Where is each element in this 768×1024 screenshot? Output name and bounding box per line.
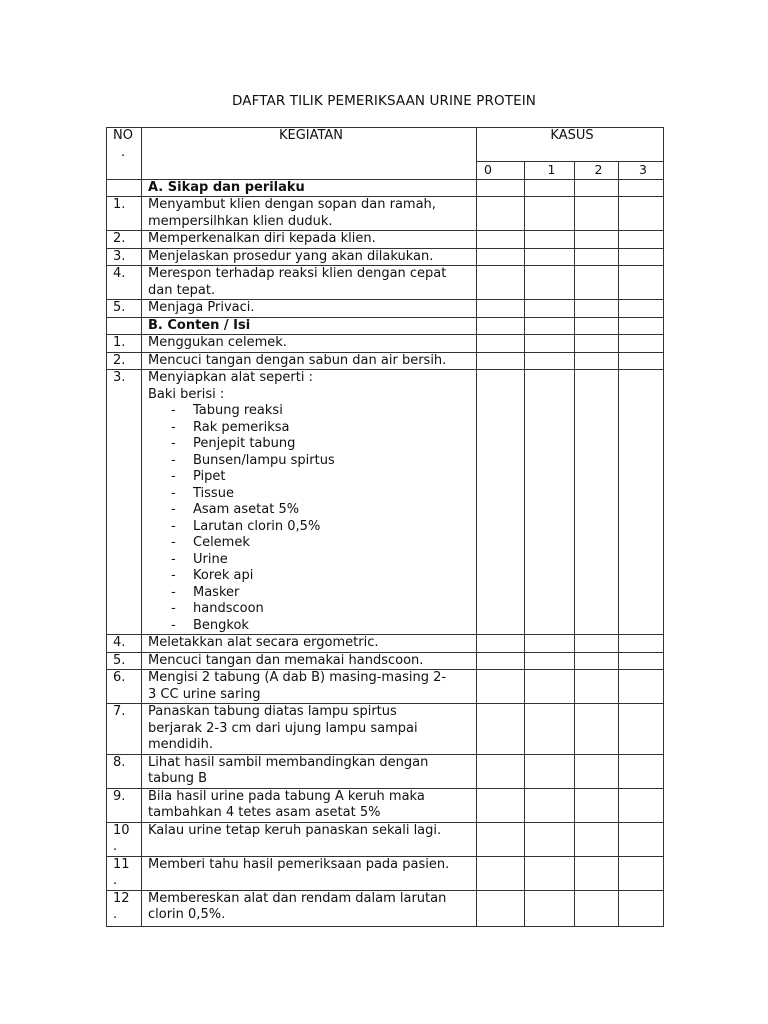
row-number: 5. — [107, 652, 142, 670]
list-item: - Asam asetat 5% — [171, 502, 300, 517]
check-cell[interactable] — [575, 704, 619, 755]
check-cell[interactable] — [525, 704, 575, 755]
check-cell[interactable] — [477, 670, 525, 704]
check-cell[interactable] — [525, 652, 575, 670]
list-item: - Korek api — [171, 568, 254, 583]
section-b-title: B. Conten / Isi — [142, 317, 477, 335]
check-cell[interactable] — [477, 335, 525, 353]
row-activity: Merespon terhadap reaksi klien dengan cepat dan tepat. — [142, 266, 477, 300]
check-cell[interactable] — [525, 856, 575, 890]
check-cell[interactable] — [619, 754, 664, 788]
header-kegiatan: KEGIATAN — [142, 128, 477, 180]
table-row — [107, 856, 664, 890]
check-cell[interactable] — [575, 635, 619, 653]
list-item: - handscoon — [171, 601, 264, 616]
list-item: - Bengkok — [171, 617, 249, 633]
check-cell[interactable] — [575, 890, 619, 926]
row-number: 12 . — [107, 890, 142, 926]
check-cell[interactable] — [619, 300, 664, 318]
list-item: - Rak pemeriksa — [171, 419, 290, 435]
table-row — [107, 197, 664, 231]
check-cell[interactable] — [619, 652, 664, 670]
row-number: 7. — [107, 704, 142, 755]
table-row — [107, 754, 664, 788]
table-row — [107, 670, 664, 704]
section-b-header — [107, 317, 664, 335]
check-cell[interactable] — [477, 352, 525, 370]
header-row — [107, 128, 664, 162]
table-row — [107, 300, 664, 318]
check-cell[interactable] — [525, 335, 575, 353]
check-cell[interactable] — [477, 856, 525, 890]
row-number: 11 . — [107, 856, 142, 890]
check-cell[interactable] — [525, 231, 575, 249]
row-number: 9. — [107, 788, 142, 822]
check-cell[interactable] — [619, 197, 664, 231]
row-number: 2. — [107, 231, 142, 249]
check-cell[interactable] — [525, 300, 575, 318]
table-row — [107, 248, 664, 266]
check-cell[interactable] — [525, 197, 575, 231]
row-number: 6. — [107, 670, 142, 704]
check-cell[interactable] — [525, 352, 575, 370]
header-no: NO . — [107, 128, 142, 180]
check-cell[interactable] — [619, 856, 664, 890]
check-cell[interactable] — [477, 266, 525, 300]
row-number: 3. — [107, 370, 142, 635]
check-cell[interactable] — [477, 317, 525, 335]
row-number: 4. — [107, 635, 142, 653]
check-cell[interactable] — [619, 231, 664, 249]
check-cell[interactable] — [575, 317, 619, 335]
table-row — [107, 335, 664, 353]
table-row — [107, 635, 664, 653]
check-cell[interactable] — [575, 652, 619, 670]
row-activity: Mencuci tangan dan memakai handscoon. — [142, 652, 477, 670]
table-row — [107, 704, 664, 755]
row-activity: Panaskan tabung diatas lampu spirtus berjarak 2-3 cm dari ujung lampu sampai mendidih. — [142, 704, 477, 755]
check-cell[interactable] — [477, 300, 525, 318]
kasus-col-1: 1 — [525, 162, 575, 180]
check-cell[interactable] — [619, 788, 664, 822]
check-cell[interactable] — [575, 179, 619, 197]
row-activity: Mencuci tangan dengan sabun dan air bersih. — [142, 352, 477, 370]
section-a-title: A. Sikap dan perilaku — [142, 179, 477, 197]
checklist-table — [106, 127, 664, 927]
check-cell[interactable] — [477, 370, 525, 635]
check-cell[interactable] — [477, 179, 525, 197]
check-cell[interactable] — [525, 248, 575, 266]
check-cell[interactable] — [575, 231, 619, 249]
check-cell[interactable] — [575, 352, 619, 370]
check-cell[interactable] — [477, 704, 525, 755]
row-number: 2. — [107, 352, 142, 370]
row-activity: Kalau urine tetap keruh panaskan sekali lagi. — [142, 822, 477, 856]
list-item: - Penjepit tabung — [171, 436, 296, 451]
equipment-list — [148, 403, 474, 634]
kasus-col-2: 2 — [575, 162, 619, 180]
row-activity: Meletakkan alat secara ergometric. — [142, 635, 477, 653]
table-row — [107, 231, 664, 249]
check-cell[interactable] — [619, 317, 664, 335]
check-cell[interactable] — [575, 266, 619, 300]
check-cell[interactable] — [525, 635, 575, 653]
table-row — [107, 822, 664, 856]
table-row — [107, 788, 664, 822]
row-activity: Menggukan celemek. — [142, 335, 477, 353]
check-cell[interactable] — [575, 370, 619, 635]
check-cell[interactable] — [575, 754, 619, 788]
table-row — [107, 890, 664, 926]
check-cell[interactable] — [525, 179, 575, 197]
row-activity: Mengisi 2 tabung (A dab B) masing-masing 2- 3 CC urine saring — [142, 670, 477, 704]
check-cell[interactable] — [575, 300, 619, 318]
row-activity: Menyiapkan alat seperti : Baki berisi : - Tabung reaksi - Rak pemeriksa - Penjepit tabung - Bunsen/lampu spirtus - Pipet - Tissue - Asam asetat 5% - Larutan clorin 0,5% - Celemek - Urine - Korek api - Masker - handscoon - Bengkok — [142, 370, 477, 635]
check-cell[interactable] — [525, 266, 575, 300]
list-item: - Larutan clorin 0,5% — [171, 518, 321, 534]
check-cell[interactable] — [477, 231, 525, 249]
check-cell[interactable] — [619, 890, 664, 926]
list-item: - Celemek — [171, 535, 250, 550]
check-cell[interactable] — [525, 317, 575, 335]
check-cell[interactable] — [525, 670, 575, 704]
table-row — [107, 370, 664, 635]
check-cell[interactable] — [619, 704, 664, 755]
check-cell[interactable] — [477, 754, 525, 788]
check-cell[interactable] — [619, 370, 664, 635]
row-number: 10 . — [107, 822, 142, 856]
check-cell[interactable] — [619, 635, 664, 653]
row-activity: Menjelaskan prosedur yang akan dilakukan. — [142, 248, 477, 266]
list-item: - Masker — [171, 584, 240, 600]
row-activity: Memberi tahu hasil pemeriksaan pada pasien. — [142, 856, 477, 890]
row-activity: Membereskan alat dan rendam dalam larutan clorin 0,5%. — [142, 890, 477, 926]
check-cell[interactable] — [575, 788, 619, 822]
kasus-col-0: 0 — [477, 162, 525, 180]
check-cell[interactable] — [619, 179, 664, 197]
row-number: 5. — [107, 300, 142, 318]
row-activity: Menjaga Privaci. — [142, 300, 477, 318]
row-activity: Menyambut klien dengan sopan dan ramah, mempersilhkan klien duduk. — [142, 197, 477, 231]
check-cell[interactable] — [525, 370, 575, 635]
list-item: - Tabung reaksi — [171, 403, 283, 418]
check-cell[interactable] — [619, 335, 664, 353]
check-cell[interactable] — [477, 248, 525, 266]
header-kasus: KASUS — [477, 128, 664, 162]
check-cell[interactable] — [619, 670, 664, 704]
check-cell[interactable] — [477, 197, 525, 231]
check-cell[interactable] — [525, 788, 575, 822]
table-row — [107, 652, 664, 670]
check-cell[interactable] — [477, 822, 525, 856]
check-cell[interactable] — [575, 335, 619, 353]
check-cell[interactable] — [619, 352, 664, 370]
list-item: - Pipet — [171, 469, 226, 484]
row-number: 3. — [107, 248, 142, 266]
list-item: - Bunsen/lampu spirtus — [171, 452, 335, 468]
table-row — [107, 352, 664, 370]
page-title: DAFTAR TILIK PEMERIKSAAN URINE PROTEIN — [232, 93, 536, 109]
check-cell[interactable] — [575, 248, 619, 266]
section-a-header — [107, 179, 664, 197]
row-number: 4. — [107, 266, 142, 300]
check-cell[interactable] — [575, 670, 619, 704]
row-number: 1. — [107, 335, 142, 353]
check-cell[interactable] — [575, 822, 619, 856]
row-activity: Lihat hasil sambil membandingkan dengan tabung B — [142, 754, 477, 788]
check-cell[interactable] — [575, 197, 619, 231]
check-cell[interactable] — [525, 754, 575, 788]
check-cell[interactable] — [477, 635, 525, 653]
check-cell[interactable] — [525, 822, 575, 856]
check-cell[interactable] — [477, 652, 525, 670]
row-number: 1. — [107, 197, 142, 231]
check-cell[interactable] — [619, 248, 664, 266]
check-cell[interactable] — [477, 890, 525, 926]
check-cell[interactable] — [619, 822, 664, 856]
list-item: - Tissue — [171, 485, 234, 501]
check-cell[interactable] — [525, 890, 575, 926]
check-cell[interactable] — [619, 266, 664, 300]
check-cell[interactable] — [575, 856, 619, 890]
table-row — [107, 266, 664, 300]
row-activity: Memperkenalkan diri kepada klien. — [142, 231, 477, 249]
check-cell[interactable] — [477, 788, 525, 822]
row-number: 8. — [107, 754, 142, 788]
list-item: - Urine — [171, 551, 228, 567]
kasus-col-3: 3 — [619, 162, 664, 180]
row-activity: Bila hasil urine pada tabung A keruh maka tambahkan 4 tetes asam asetat 5% — [142, 788, 477, 822]
